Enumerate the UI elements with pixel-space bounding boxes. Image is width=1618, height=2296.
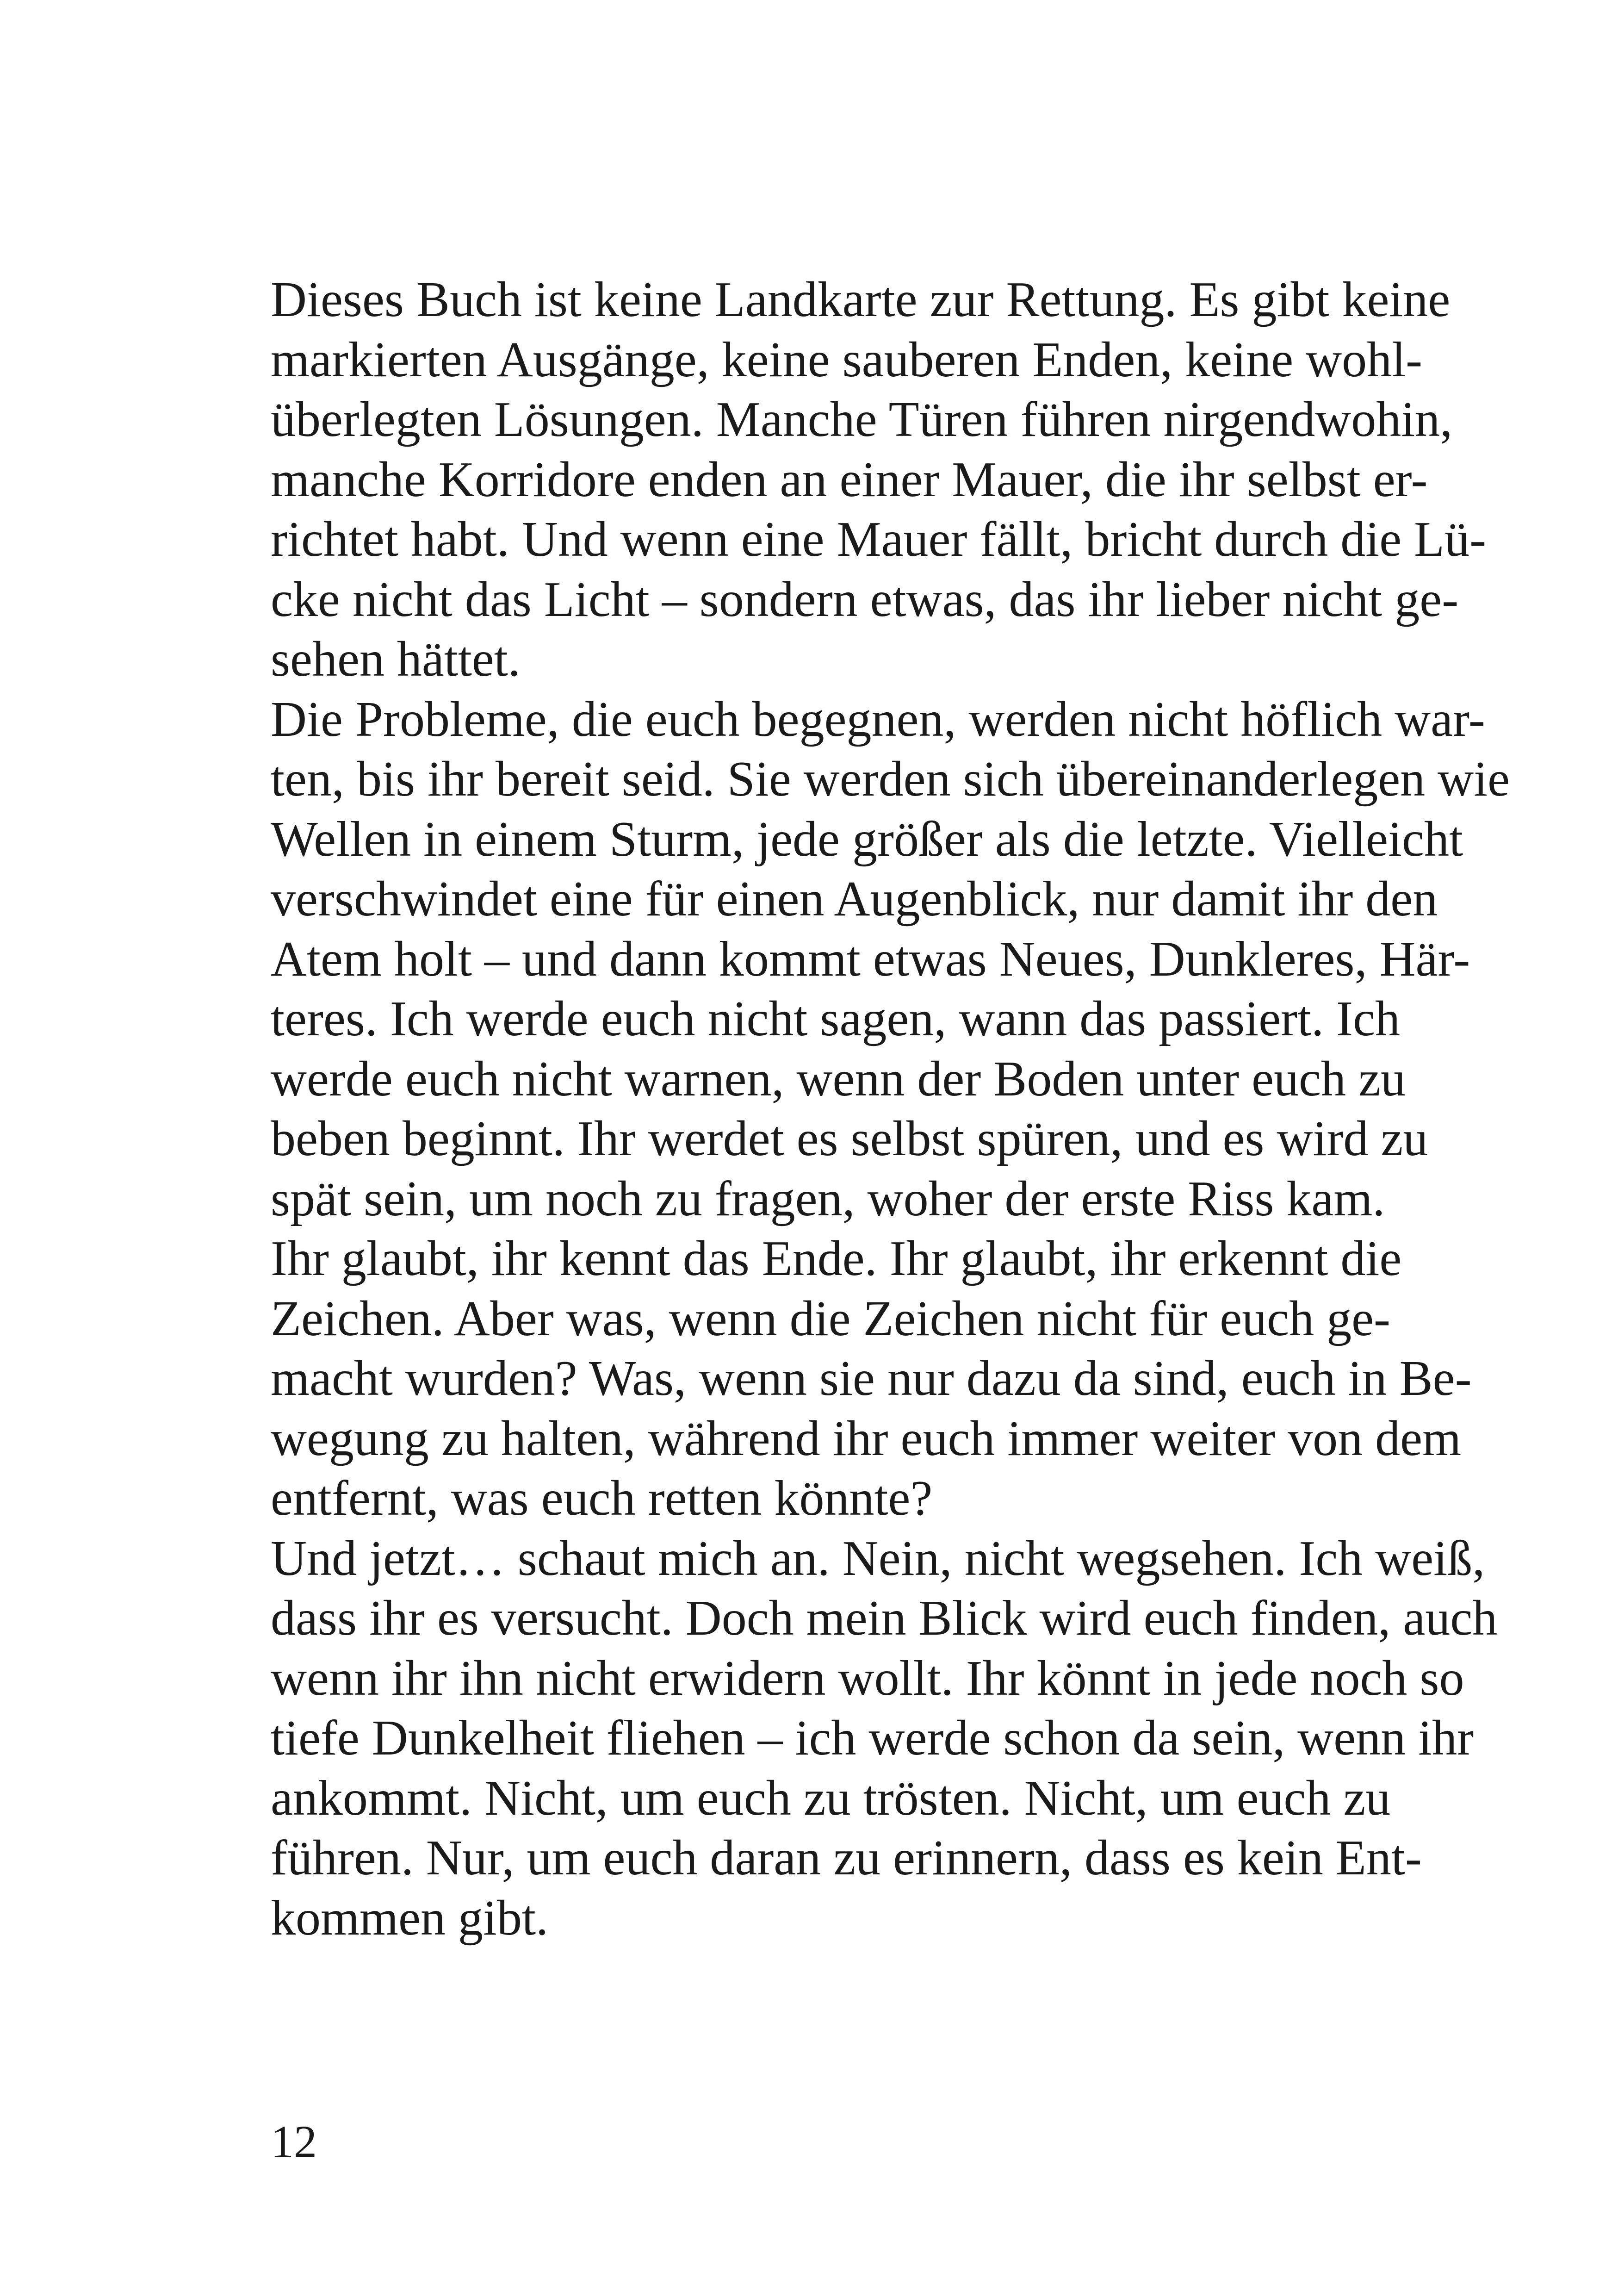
text-line: ten, bis ihr bereit seid. Sie werden sich übereinanderlegen wie	[271, 752, 1510, 807]
text-line: richtet habt. Und wenn eine Mauer fällt, bricht durch die Lü-	[271, 512, 1487, 567]
text-line: macht wurden? Was, wenn sie nur dazu da sind, euch in Be-	[271, 1351, 1472, 1406]
text-line: Dieses Buch ist keine Landkarte zur Rettung. Es gibt keine	[271, 272, 1451, 327]
text-line: wegung zu halten, während ihr euch immer weiter von dem	[271, 1411, 1462, 1466]
text-line: sehen hättet.	[271, 632, 521, 687]
text-line: Ihr glaubt, ihr kennt das Ende. Ihr glaubt, ihr erkennt die	[271, 1231, 1402, 1286]
text-line: dass ihr es versucht. Doch mein Blick wird euch finden, auch	[271, 1591, 1498, 1646]
text-line: entfernt, was euch retten könnte?	[271, 1471, 933, 1526]
text-line: Die Probleme, die euch begegnen, werden nicht höflich war-	[271, 691, 1485, 747]
text-line: manche Korridore enden an einer Mauer, die ihr selbst er-	[271, 452, 1428, 507]
text-line: verschwindet eine für einen Augenblick, nur damit ihr den	[271, 871, 1438, 927]
text-line: führen. Nur, um euch daran zu erinnern, dass es kein Ent-	[271, 1830, 1422, 1885]
text-line: wenn ihr ihn nicht erwidern wollt. Ihr könnt in jede noch so	[271, 1650, 1464, 1706]
body-text	[271, 270, 1510, 1948]
text-line: beben beginnt. Ihr werdet es selbst spüren, und es wird zu	[271, 1111, 1428, 1166]
text-line: Atem holt – und dann kommt etwas Neues, Dunkleres, Här-	[271, 931, 1470, 987]
text-line: markierten Ausgänge, keine sauberen Enden, keine wohl-	[271, 332, 1423, 387]
text-line: Wellen in einem Sturm, jede größer als die letzte. Vielleicht	[271, 811, 1463, 867]
text-line: cke nicht das Licht – sondern etwas, das ihr lieber nicht ge-	[271, 572, 1459, 627]
text-line: kommen gibt.	[271, 1890, 548, 1946]
text-line: werde euch nicht warnen, wenn der Boden unter euch zu	[271, 1051, 1406, 1107]
text-line: überlegten Lösungen. Manche Türen führen nirgendwohin,	[271, 392, 1453, 447]
page-number: 12	[271, 2116, 317, 2167]
text-line: tiefe Dunkelheit fliehen – ich werde schon da sein, wenn ihr	[271, 1711, 1474, 1766]
text-line: ankommt. Nicht, um euch zu trösten. Nicht, um euch zu	[271, 1770, 1391, 1826]
text-line: Und jetzt… schaut mich an. Nein, nicht wegsehen. Ich weiß,	[271, 1531, 1485, 1586]
text-line: spät sein, um noch zu fragen, woher der erste Riss kam.	[271, 1171, 1385, 1226]
text-line: teres. Ich werde euch nicht sagen, wann das passiert. Ich	[271, 991, 1401, 1046]
text-line: Zeichen. Aber was, wenn die Zeichen nicht für euch ge-	[271, 1291, 1390, 1346]
